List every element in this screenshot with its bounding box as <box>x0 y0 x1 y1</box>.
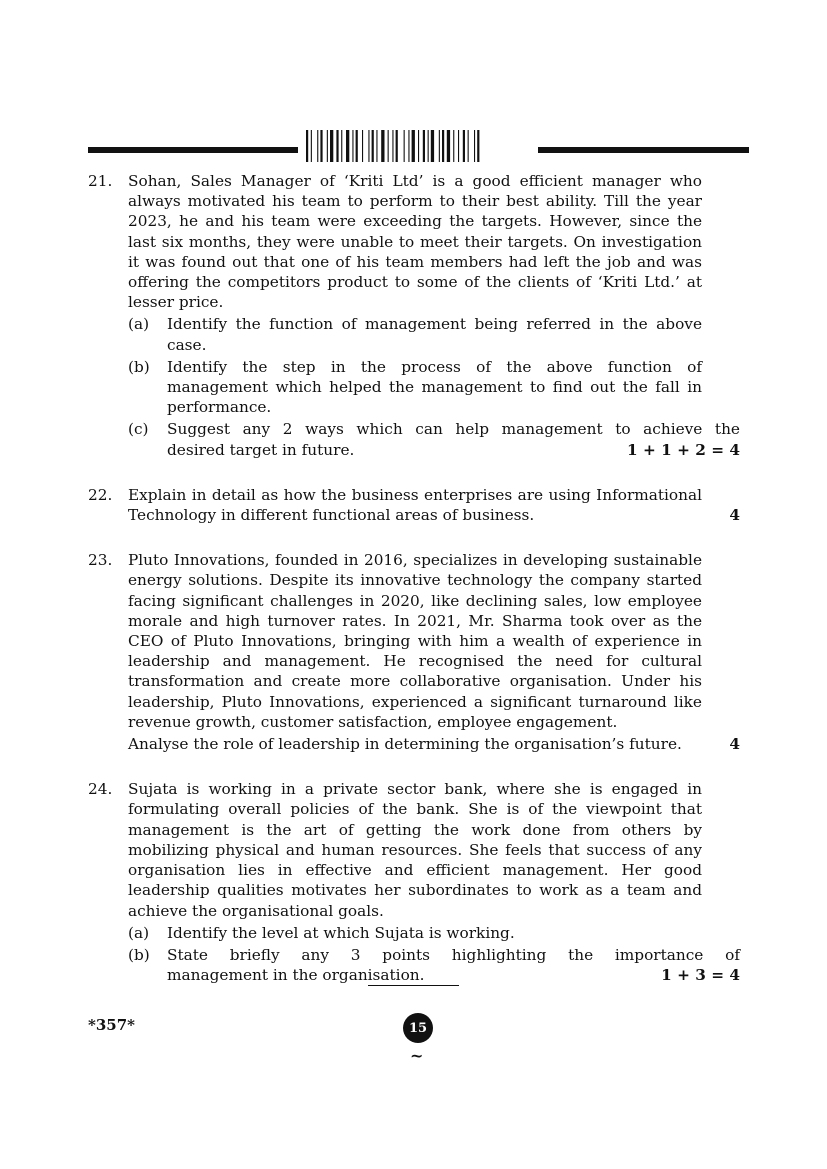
sub-question-a <box>128 923 702 943</box>
question-number: 24. <box>88 780 113 799</box>
sub-question-text: Identify the step in the process of the above function of management which helped the management to find out the fall in performance. <box>167 357 702 417</box>
sub-question-label: (b) <box>128 357 150 376</box>
question-text: Sohan, Sales Manager of ‘Kriti Ltd’ is a good efficient manager who always motivated his team to perform to their best ability. Till the year 2023, he and his team were exceeding the targets. However, since the last six months, they were unable to meet their targets. On investigation it was found out that one of his team members had left the job and was offering the competitors product to some of the clients of ‘Kriti Ltd.’ at lesser price. <box>128 172 702 312</box>
marks: 4 <box>729 735 740 754</box>
sub-question-text: State briefly any 3 points highlighting the importance of <box>167 945 740 964</box>
marks: 1 + 1 + 2 = 4 <box>627 440 740 459</box>
sub-question-b <box>128 945 740 985</box>
sub-question-b <box>128 357 702 418</box>
sub-question-text-end: management in the organisation. <box>167 966 425 985</box>
page-number: 15 <box>403 1013 433 1043</box>
question-list <box>88 171 740 985</box>
sub-question-label: (b) <box>128 945 150 964</box>
section-end-rule <box>368 985 459 986</box>
sub-question-a <box>128 314 702 354</box>
question-text-end: Analyse the role of leadership in determining the organisation’s future. <box>128 735 682 754</box>
barcode-icon <box>306 130 532 162</box>
sub-question-text: Identify the level at which Sujata is working. <box>167 923 515 942</box>
header-rule-right <box>538 147 749 153</box>
question-23 <box>88 550 740 754</box>
question-22 <box>88 485 740 525</box>
sub-question-c <box>128 419 740 459</box>
question-number: 21. <box>88 172 113 190</box>
question-24 <box>88 779 740 985</box>
question-text-end: Technology in different functional areas of business. <box>128 506 535 525</box>
paper-code: *357* <box>88 1016 135 1034</box>
sub-question-text: Suggest any 2 ways which can help management to achieve the <box>167 420 740 439</box>
page-tilde: ~ <box>410 1046 424 1065</box>
sub-question-label: (a) <box>128 315 150 334</box>
question-number: 23. <box>88 551 113 570</box>
question-text: Sujata is working in a private sector bank, where she is engaged in formulating overall policies of the bank. She is of the viewpoint that management is the art of getting the work done from others by mobilizing physical and human resources. She feels that success of any organisation lies in effective and efficient management. Her good leadership qualities motivates her subordinates to work as a team and achieve the organisational goals. <box>128 780 702 920</box>
question-text: Explain in detail as how the business enterprises are using Informational <box>128 485 702 504</box>
sub-question-text: Identify the function of management being referred in the above case. <box>167 315 702 354</box>
sub-question-text-end: desired target in future. <box>167 440 355 459</box>
header-rule-left <box>88 147 298 153</box>
sub-question-label: (c) <box>128 420 149 439</box>
sub-question-label: (a) <box>128 923 150 942</box>
marks: 4 <box>729 506 740 525</box>
question-number: 22. <box>88 485 113 504</box>
marks: 1 + 3 = 4 <box>661 966 740 985</box>
question-text: Pluto Innovations, founded in 2016, specializes in developing sustainable energy solutions. Despite its innovative technology the company started facing significant challenges in 2020, like declining sales, low employee morale and high turnover rates. In 2021, Mr. Sharma took over as the CEO of Pluto Innovations, bringing with him a wealth of experience in leadership and management. He recognised the need for cultural transformation and create more collaborative organisation. Under his leadership, Pluto Innovations, experienced a significant turnaround like revenue growth, customer satisfaction, employee engagement. <box>128 551 702 731</box>
question-21 <box>88 171 740 460</box>
